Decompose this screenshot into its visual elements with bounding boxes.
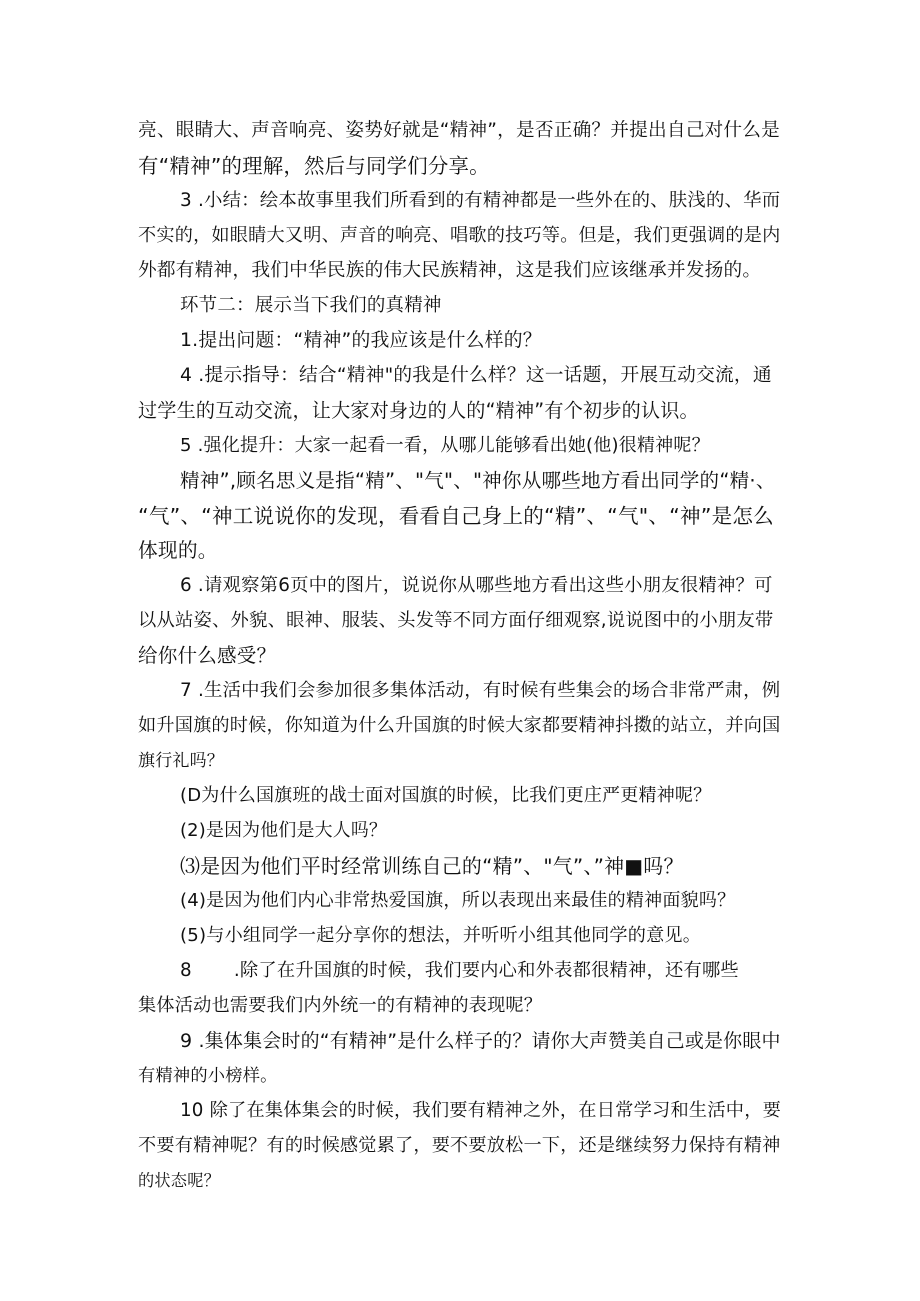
text-line: 给你什么感受？ <box>138 644 277 667</box>
text-line: 4 .提示指导：结合“精神"的我是什么样？这一话题，开展互动交流，通 <box>180 365 772 386</box>
text-line: 7 .生活中我们会参加很多集体活动，有时候有些集会的场合非常严肃，例 <box>180 680 781 701</box>
text-line: 不实的，如眼睛大又明、声音的响亮、唱歌的技巧等。但是，我们更强调的是内 <box>138 225 781 246</box>
section-heading: 环节二：展示当下我们的真精神 <box>180 295 442 316</box>
text-line: 3 .小结：绘本故事里我们所看到的有精神都是一些外在的、肤浅的、华而 <box>180 190 781 211</box>
text-line: 10 除了在集体集会的时候，我们要有精神之外，在日常学习和生活中，要 <box>180 1100 782 1121</box>
text-line: ⑶是因为他们平时经常训练自己的“精”、"气”、”神■吗？ <box>180 854 684 878</box>
text-line: “气”、“神工说说你的发现，看看自己身上的“精”、“气"、“神”是怎么 <box>138 504 774 528</box>
text-line: (4)是因为他们内心非常热爱国旗，所以表现出来最佳的精神面貌吗？ <box>180 890 736 911</box>
text-line: 亮、眼睛大、声音响亮、姿势好就是“精神”，是否正确？并提出自己对什么是 <box>138 120 780 141</box>
text-line: 集体活动也需要我们内外统一的有精神的表现呢？ <box>138 995 543 1016</box>
text-line: (2)是因为他们是大人吗？ <box>180 820 388 841</box>
text-line: 1.提出问题：“精神”的我应该是什么样的？ <box>180 330 542 351</box>
text-line: 以从站姿、外貌、眼神、服装、头发等不同方面仔细观察,说说图中的小朋友带 <box>138 610 774 631</box>
text-line: 9 .集体集会时的“有精神”是什么样子的？请你大声赞美自己或是你眼中 <box>180 1030 781 1052</box>
text-line: (D为什么国旗班的战士面对国旗的时候，比我们更庄严更精神呢？ <box>180 785 712 806</box>
text-line: 外都有精神，我们中华民族的伟大民族精神，这是我们应该继承并发扬的。 <box>138 260 762 281</box>
text-line: 的状态呢？ <box>138 1171 221 1190</box>
text-line: 5 .强化提升：大家一起看一看，从哪儿能够看出她(他)很精神呢？ <box>180 435 710 456</box>
text-line: 6 .请观察第6页中的图片，说说你从哪些地方看出这些小朋友很精神？可 <box>180 575 773 596</box>
text-line: 过学生的互动交流，让大家对身边的人的“精神”有个初步的认识。 <box>138 399 699 422</box>
text-line: 体现的。 <box>138 539 218 562</box>
text-line: 旗行礼吗？ <box>138 751 224 771</box>
text-line: 有精神的小榜样。 <box>138 1066 278 1086</box>
text-line: 不要有精神呢？有的时候感觉累了，要不要放松一下，还是继续努力保持有精神 <box>138 1135 781 1156</box>
text-line: 有“精神”的理解，然后与同学们分享。 <box>138 154 490 178</box>
text-line: 8 .除了在升国旗的时候，我们要内心和外表都很精神，还有哪些 <box>180 960 739 981</box>
text-line: 如升国旗的时候，你知道为什么升国旗的时候大家都要精神抖擞的站立，并向国 <box>138 715 781 736</box>
text-line: 精神”,顾名思义是指“精”、"气"、"神你从哪些地方看出同学的“精·、 <box>180 469 776 492</box>
text-line: (5)与小组同学一起分享你的想法，并听听小组其他同学的意见。 <box>180 925 702 946</box>
